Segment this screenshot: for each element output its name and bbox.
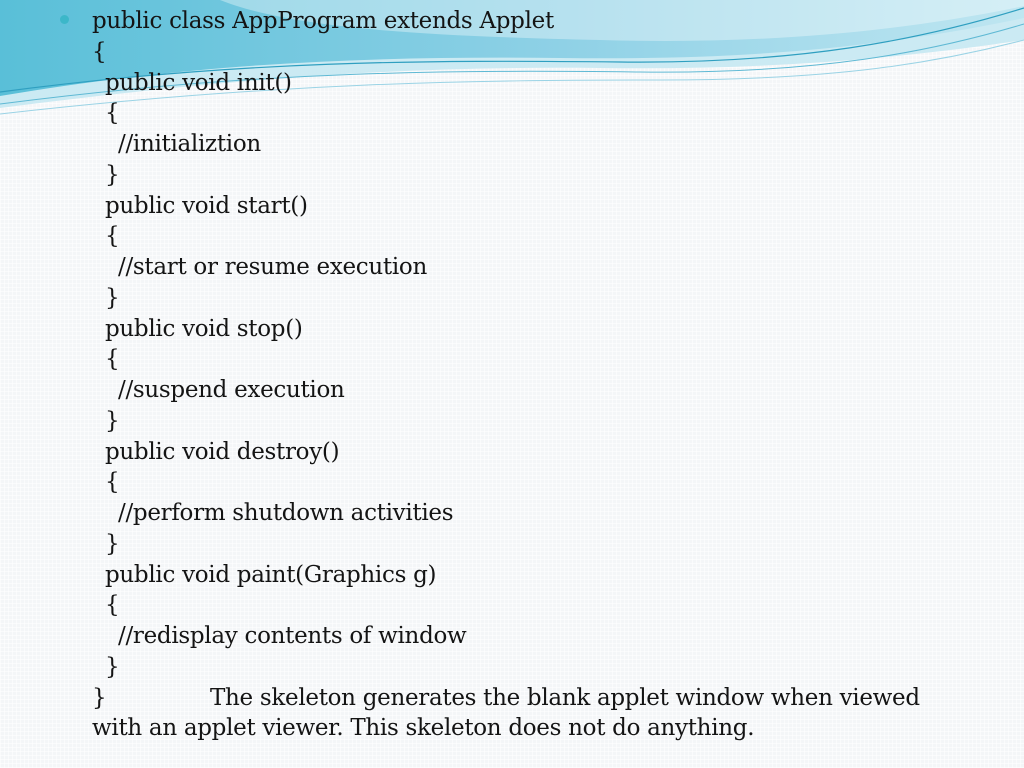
code-line-class-declaration: public class AppProgram extends Applet — [92, 8, 554, 34]
code-line-class-close-brace: } — [92, 685, 107, 711]
code-line-start-close-brace: } — [105, 285, 120, 311]
code-line-stop-open-brace: { — [105, 346, 120, 372]
code-line-init-close-brace: } — [105, 162, 120, 188]
bullet-dot-icon — [60, 15, 69, 24]
code-line-class-open-brace: { — [92, 39, 107, 65]
code-line-paint-comment: //redisplay contents of window — [118, 623, 467, 649]
code-line-start-open-brace: { — [105, 223, 120, 249]
code-line-destroy-open-brace: { — [105, 469, 120, 495]
code-line-destroy-signature: public void destroy() — [105, 439, 340, 465]
description-text-line-1: The skeleton generates the blank applet window when viewed — [210, 685, 920, 711]
code-line-paint-signature: public void paint(Graphics g) — [105, 562, 437, 588]
code-line-start-signature: public void start() — [105, 193, 308, 219]
code-line-stop-comment: //suspend execution — [118, 377, 345, 403]
description-text-line-2: with an applet viewer. This skeleton does not do anything. — [92, 715, 755, 741]
code-line-destroy-close-brace: } — [105, 531, 120, 557]
code-line-paint-open-brace: { — [105, 592, 120, 618]
code-line-stop-close-brace: } — [105, 408, 120, 434]
code-line-init-comment: //initializtion — [118, 131, 261, 157]
code-line-init-signature: public void init() — [105, 70, 292, 96]
code-line-start-comment: //start or resume execution — [118, 254, 427, 280]
code-line-init-open-brace: { — [105, 100, 120, 126]
code-line-destroy-comment: //perform shutdown activities — [118, 500, 454, 526]
code-line-paint-close-brace: } — [105, 654, 120, 680]
code-line-stop-signature: public void stop() — [105, 316, 303, 342]
